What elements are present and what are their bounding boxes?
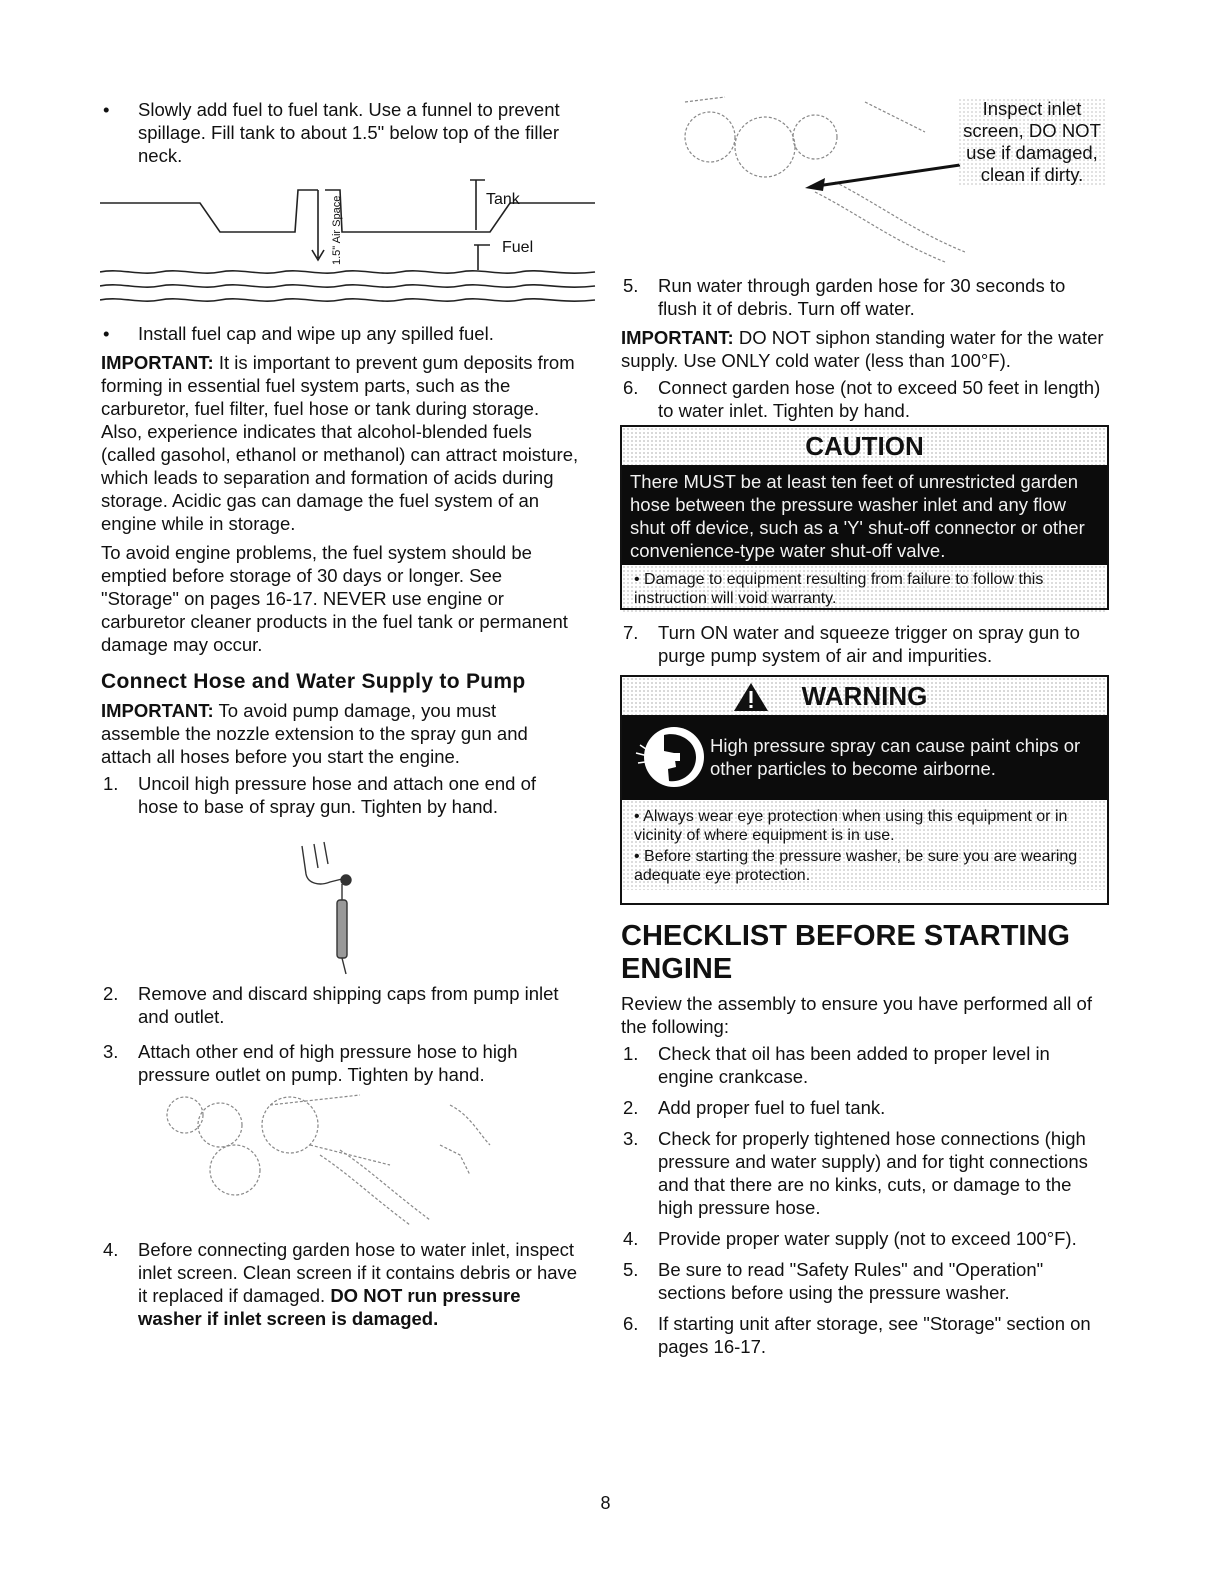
pump-hose-illustration [140,1085,520,1230]
checklist-item-text: Add proper fuel to fuel tank. [658,1097,886,1118]
fuel-label: Fuel [502,239,534,256]
checklist-item [621,1127,1106,1219]
left-column-body [101,322,579,818]
warning-body [622,715,1107,800]
checklist-list [621,1042,1106,1358]
checklist-item-text: Be sure to read "Safety Rules" and "Operation" sections before using the pressure washer. [658,1259,1044,1303]
step-7: 7. Turn ON water and squeeze trigger on spray gun to purge pump system of air and impurities. [623,622,1080,666]
warning-triangle-icon [732,681,770,713]
fuel-surface [100,271,595,273]
storage-paragraph: To avoid engine problems, the fuel system should be emptied before storage of 30 days or longer. See "Storage" on pages 16-17. NEVER use engine or carburetor cleaner products in the fuel tank or permanent damage may occur. [101,542,568,655]
step-1: 1. Uncoil high pressure hose and attach one end of hose to base of spray gun. Tighten by hand. [103,773,537,817]
step-3: 3. Attach other end of high pressure hose to high pressure outlet on pump. Tighten by hand. [103,1041,518,1085]
checklist-item-text: If starting unit after storage, see "Storage" section on pages 16-17. [658,1313,1091,1357]
checklist-item-text: Provide proper water supply (not to exceed 100°F). [658,1228,1077,1249]
warning-header [622,677,1107,715]
caution-box [620,425,1109,610]
important-pump-damage: IMPORTANT: To avoid pump damage, you must assemble the nozzle extension to the spray gun and attach all hoses before you start the engine. [101,700,528,767]
inlet-callout: Inspect inlet screen, DO NOT use if damaged, clean if dirty. [958,98,1106,186]
inlet-screen-illustration [665,92,965,267]
fuel-add-instruction: • Slowly add fuel to fuel tank. Use a funnel to prevent spillage. Fill tank to about 1.5" below top of the filler neck. [103,99,560,166]
left-steps-2-3 [101,982,579,1086]
right-steps-5-6 [621,274,1106,422]
caution-title: CAUTION [622,427,1107,465]
important-cold-water: IMPORTANT: DO NOT siphon standing water for the water supply. Use ONLY cold water (less than 100°F). [621,327,1104,371]
checklist-section [621,920,1106,1358]
checklist-item-number: 1. [623,1043,639,1064]
warning-box [620,675,1109,905]
step-2: 2. Remove and discard shipping caps from pump inlet and outlet. [103,983,559,1027]
warning-notes [622,800,1107,890]
warning-note-2: • Before starting the pressure washer, be sure you are wearing adequate eye protection. [634,848,1078,884]
eye-protection-icon [634,723,709,791]
checklist-item-number: 2. [623,1097,639,1118]
left-step-4 [101,1238,579,1330]
checklist-item-number: 6. [623,1313,639,1334]
checklist-item [621,1258,1106,1304]
step-6: 6. Connect garden hose (not to exceed 50 feet in length) to water inlet. Tighten by hand. [623,377,1101,421]
caution-note: • Damage to equipment resulting from failure to follow this instruction will void warranty. [622,565,1107,613]
checklist-item [621,1227,1106,1250]
checklist-item [621,1312,1106,1358]
caution-body: There MUST be at least ten feet of unrestricted garden hose between the pressure washer inlet and any flow shut off device, such as a 'Y' shut-off connector or other convenience-type water shut-off valve. [622,465,1107,565]
checklist-item [621,1096,1106,1119]
air-space-arrow [312,190,324,260]
step-5: 5. Run water through garden hose for 30 seconds to flush it of debris. Turn off water. [623,275,1066,319]
warning-message: High pressure spray can cause paint chips or other particles to become airborne. [710,735,1081,779]
checklist-intro: Review the assembly to ensure you have performed all of the following: [621,993,1092,1037]
fuel-cap-instruction: • Install fuel cap and wipe up any spilled fuel. [103,323,494,344]
checklist-item-text: Check for properly tightened hose connections (high pressure and water supply) and for tight connections and that there are no kinks, cuts, or damage to the high pressure hose. [658,1128,1088,1218]
tank-label: Tank [486,191,520,208]
checklist-item [621,1042,1106,1088]
spray-gun-illustration [290,838,370,978]
warning-note-1: • Always wear eye protection when using this equipment or in vicinity of where equipment is in use. [634,808,1068,844]
step-4: 4. Before connecting garden hose to water inlet, inspect inlet screen. Clean screen if it contains debris or have it replaced if damaged. DO NOT run pressure washer if inlet screen is damaged. [103,1239,578,1329]
important-gum-deposits: IMPORTANT: It is important to prevent gum deposits from forming in essential fuel system parts, such as the carburetor, fuel filter, fuel hose or tank during storage. Also, experience indicates that alcohol-blended fuels (called gasohol, ethanol or methanol) can attract moisture, which leads to separation and formation of acids during storage. Acidic gas can damage the fuel system of an engine while in storage. [101,352,579,534]
checklist-item-number: 4. [623,1228,639,1249]
section-heading: Connect Hose and Water Supply to Pump [101,670,526,693]
checklist-item-number: 3. [623,1128,639,1149]
right-step-7 [621,621,1106,667]
checklist-item-text: Check that oil has been added to proper level in engine crankcase. [658,1043,1050,1087]
left-column [101,98,579,167]
air-space-label: 1.5" Air Space [331,195,343,265]
checklist-item-number: 5. [623,1259,639,1280]
warning-title: WARNING [801,681,928,711]
checklist-heading: CHECKLIST BEFORE STARTING ENGINE [621,920,1070,985]
page-number: 8 [600,1493,611,1513]
fuel-tank-diagram [100,170,600,320]
